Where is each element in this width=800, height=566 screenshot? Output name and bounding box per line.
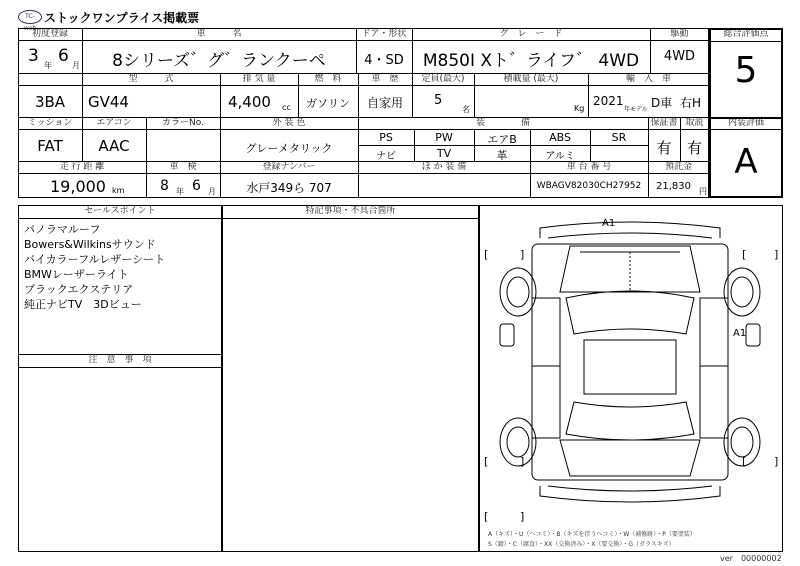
car-diagram <box>480 206 782 551</box>
recycle-unit: 円 <box>699 187 707 196</box>
history: 自家用 <box>366 96 403 110</box>
caution-label: 注 意 事 項 <box>88 355 152 365</box>
bracket-right: ] <box>520 248 525 261</box>
bracket-left: [ <box>742 248 747 261</box>
aircon: AAC <box>98 137 130 155</box>
mission-label: ミッション <box>27 118 73 128</box>
equip-ps: PS <box>379 131 393 144</box>
list-item: ブラックエクステリア <box>24 283 134 296</box>
drive: 4WD <box>663 49 696 64</box>
equip-navi: ナビ <box>376 151 396 162</box>
first-reg-year-unit: 年 <box>44 61 52 70</box>
damage-mark-right: A1 <box>733 328 747 339</box>
door-shape-label: ドア・形状 <box>361 29 407 39</box>
mileage-label: 走 行 距 離 <box>59 162 105 172</box>
equip-leather: 革 <box>496 149 508 162</box>
door-shape: 4・SD <box>364 53 404 68</box>
capacity-label: 定員(最大) <box>421 74 465 84</box>
interior-score: A <box>734 142 758 182</box>
displacement-unit: cc <box>282 103 291 112</box>
grade: M850I Xト゛ライフ゛ 4WD <box>422 51 640 71</box>
remarks-panel <box>222 205 479 552</box>
displacement-label: 排 気 量 <box>242 74 276 84</box>
diagram-legend-1: A（キズ）・U（ヘコミ）・B（キズを伴うヘコミ）・W（補修跡）・P（要塗装） <box>488 531 696 538</box>
vin-label: 車 台 番 号 <box>566 162 612 172</box>
load-label: 積載量 (最大) <box>503 74 559 84</box>
page-title: ストックワンプライス掲載票 <box>44 11 200 25</box>
car-name: 8シリーズ゛グ゛ランクーペ <box>112 51 326 71</box>
grade-label: グ レ ー ド <box>499 29 563 39</box>
bracket-right: ] <box>774 455 779 468</box>
other-equipment-label: ほ か 装 備 <box>421 162 467 172</box>
import-year-unit: 年モデル <box>624 106 648 113</box>
first-reg-month: 6 <box>58 46 69 66</box>
equip-pw: PW <box>435 131 453 144</box>
equip-sr: SR <box>611 131 627 144</box>
aircon-label: エアコン <box>96 118 132 128</box>
fuel-label: 燃 料 <box>314 74 342 84</box>
import-label: 輸 入 車 <box>625 74 671 84</box>
drive-label: 駆動 <box>670 29 689 39</box>
model: GV44 <box>88 93 129 111</box>
model-prefix: 3BA <box>34 93 66 111</box>
bracket-left: [ <box>742 455 747 468</box>
interior-score-label: 内装評価 <box>727 118 764 128</box>
equip-abs: ABS <box>549 131 571 144</box>
first-reg-month-unit: 月 <box>72 61 80 70</box>
damage-mark-front: A1 <box>602 218 616 229</box>
manual-label: 取説 <box>685 118 704 128</box>
bracket-right: ] <box>774 248 779 261</box>
overall-score: 5 <box>734 50 758 91</box>
load-unit: Kg <box>574 104 585 113</box>
import-type: D車 <box>651 96 673 110</box>
model-label: 型 式 <box>128 74 174 84</box>
equip-airbag: エアB <box>487 133 517 146</box>
equipment-label: 装 備 <box>475 118 530 128</box>
first-reg-label: 初度登録 <box>31 29 68 39</box>
mileage: 19,000 <box>50 177 106 196</box>
import-year: 2021 <box>593 94 624 108</box>
mission: FAT <box>37 137 63 155</box>
capacity-unit: 名 <box>462 105 470 114</box>
warranty: 有 <box>656 139 672 157</box>
plate: 水戸349ら 707 <box>246 181 332 195</box>
list-item: パノラマルーフ <box>24 223 101 236</box>
history-label: 車 歴 <box>371 74 399 84</box>
exterior-color-label: 外 装 色 <box>272 118 306 128</box>
vin: WBAGV82030CH27952 <box>536 181 642 191</box>
sales-points-label: セールスポイント <box>84 206 156 216</box>
logo: TC-web <box>18 10 42 24</box>
color-no-label: カラーNo. <box>162 118 204 128</box>
bracket-right: ] <box>520 455 525 468</box>
bracket-left: [ <box>484 455 489 468</box>
bracket-right: ] <box>520 510 525 523</box>
inspection-month: 6 <box>192 178 201 194</box>
list-item: バイカラーフルレザーシート <box>24 253 166 266</box>
inspection-label: 車 検 <box>169 162 197 172</box>
recycle-label: 預託金 <box>664 162 692 172</box>
bracket-left: [ <box>484 248 489 261</box>
sales-point-list <box>24 222 165 312</box>
bracket-left: [ <box>484 510 489 523</box>
fuel: ガソリン <box>306 97 350 110</box>
version-label: ver 00000002 <box>720 554 782 563</box>
capacity: 5 <box>434 93 443 108</box>
mileage-unit: km <box>112 186 125 195</box>
inspection-year-unit: 年 <box>176 187 184 196</box>
equip-tv: TV <box>436 147 452 160</box>
plate-label: 登録ナンバー <box>262 162 316 172</box>
overall-score-label: 総合評価点 <box>723 29 769 39</box>
exterior-color: グレーメタリック <box>245 142 333 155</box>
list-item: 純正ナビTV 3Dビュー <box>24 298 142 311</box>
inspection-year: 8 <box>160 178 169 194</box>
diagram-legend-2: S（錆）・C（腐食）・XX（交換済み）・X（要交換）・G（ガラスキズ） <box>488 541 675 548</box>
inspection-month-unit: 月 <box>208 187 216 196</box>
equip-alloy: アルミ <box>545 151 575 162</box>
manual: 有 <box>686 139 702 157</box>
first-reg-year: 3 <box>28 46 39 66</box>
list-item: Bowers&Wilkinsサウンド <box>24 238 156 251</box>
car-name-label: 車 名 <box>196 29 242 39</box>
remarks-label: 特記事項・不具合箇所 <box>305 206 396 216</box>
warranty-label: 保証書 <box>650 118 678 128</box>
handle: 右H <box>680 96 702 110</box>
displacement: 4,400 <box>228 93 271 111</box>
list-item: BMWレーザーライト <box>24 268 129 281</box>
recycle: 21,830 <box>656 181 691 192</box>
